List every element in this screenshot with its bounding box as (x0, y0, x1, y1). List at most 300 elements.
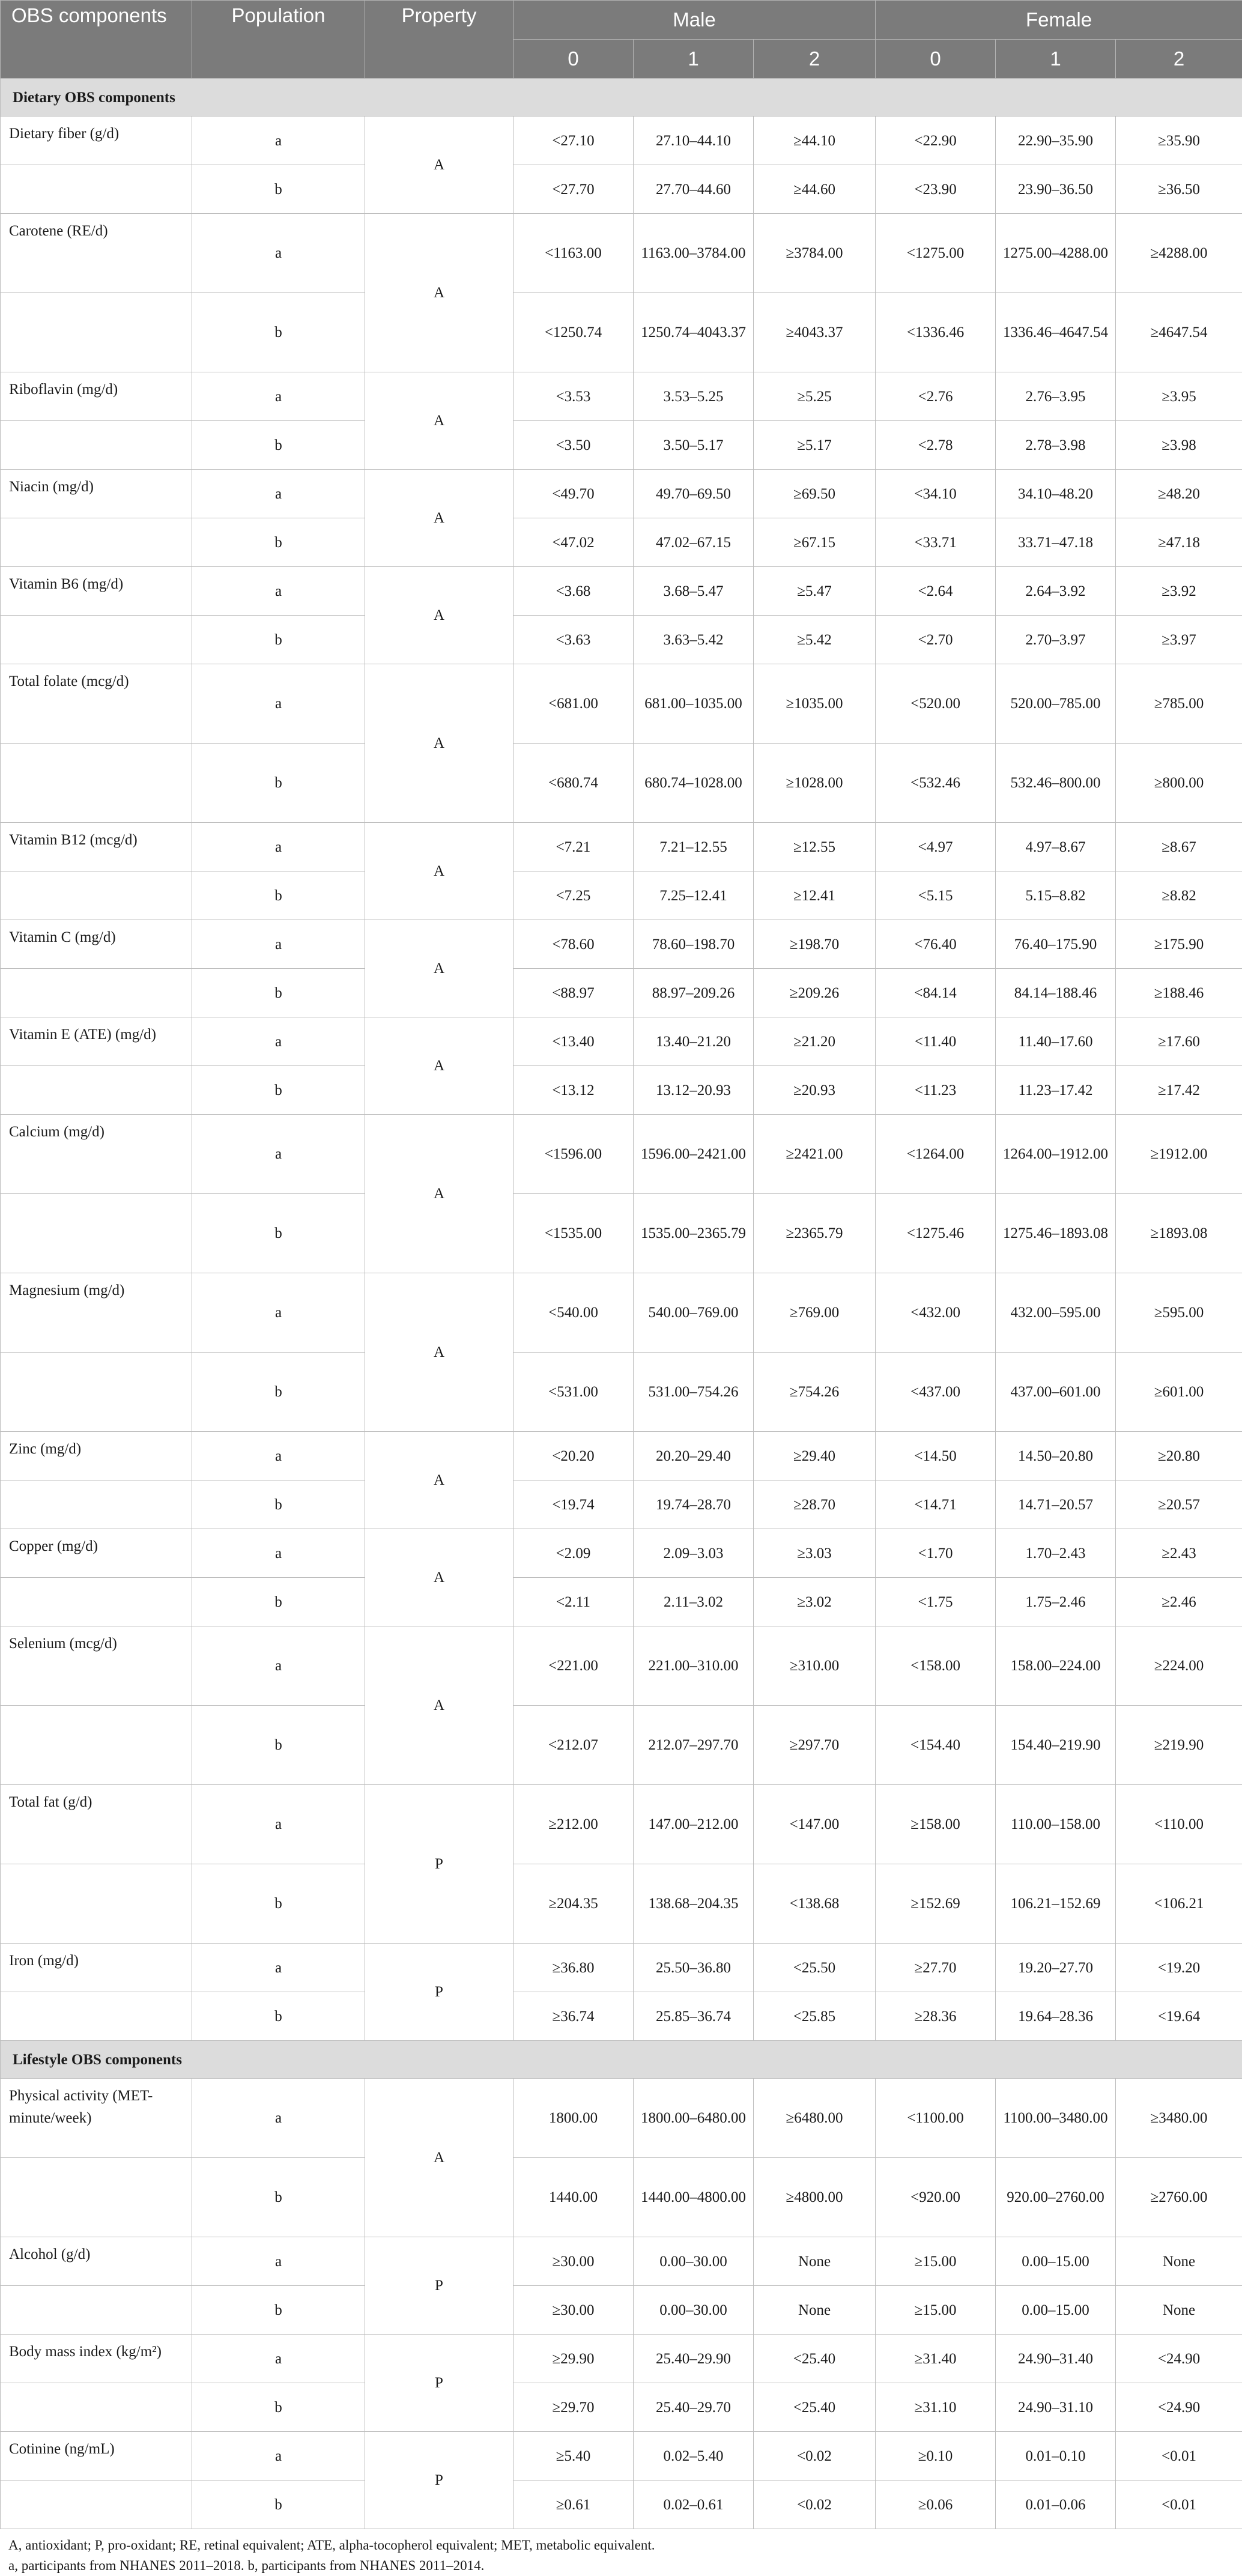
female-value-cell: ≥4647.54 (1116, 293, 1242, 372)
male-value-cell: <3.50 (513, 421, 634, 470)
population-cell: a (192, 1017, 365, 1066)
table-row (1, 1578, 1242, 1626)
male-value-cell: <47.02 (513, 518, 634, 567)
population-cell: a (192, 920, 365, 969)
female-value-cell: 0.00–15.00 (996, 2237, 1116, 2286)
male-value-cell: <27.10 (513, 117, 634, 165)
table-row (1, 871, 1242, 920)
female-value-cell: ≥3.92 (1116, 567, 1242, 616)
property-cell: A (365, 1626, 513, 1785)
table-row (1, 165, 1242, 214)
component-name-cell (1, 293, 192, 372)
male-value-cell: ≥5.25 (754, 372, 876, 421)
male-value-cell: 7.25–12.41 (634, 871, 754, 920)
male-value-cell: ≥67.15 (754, 518, 876, 567)
population-cell: b (192, 2286, 365, 2335)
male-value-cell: <1163.00 (513, 214, 634, 293)
female-value-cell: ≥17.60 (1116, 1017, 1242, 1066)
component-name: Carotene (RE/d) (1, 214, 192, 293)
female-value-cell: ≥0.10 (876, 2432, 996, 2481)
property-cell: A (365, 1432, 513, 1529)
property-cell: P (365, 2237, 513, 2335)
population-cell: b (192, 1066, 365, 1115)
component-name: Alcohol (g/d) (1, 2237, 192, 2286)
table-row (1, 518, 1242, 567)
male-value-cell: ≥69.50 (754, 470, 876, 518)
male-value-cell: 20.20–29.40 (634, 1432, 754, 1480)
male-value-cell: ≥1028.00 (754, 744, 876, 823)
female-value-cell: <920.00 (876, 2158, 996, 2237)
male-value-cell: ≥21.20 (754, 1017, 876, 1066)
component-name-cell (1, 1194, 192, 1273)
female-value-cell: 14.71–20.57 (996, 1480, 1116, 1529)
table-row (1, 920, 1242, 969)
component-name: Magnesium (mg/d) (1, 1273, 192, 1353)
male-value-cell: 531.00–754.26 (634, 1353, 754, 1432)
population-cell: a (192, 1944, 365, 1992)
male-value-cell: ≥5.40 (513, 2432, 634, 2481)
table-row (1, 1432, 1242, 1480)
female-value-cell: ≥35.90 (1116, 117, 1242, 165)
female-value-cell: <2.70 (876, 616, 996, 664)
male-value-cell: ≥769.00 (754, 1273, 876, 1353)
female-value-cell: ≥31.40 (876, 2335, 996, 2383)
population-cell: a (192, 664, 365, 744)
male-value-cell: ≥198.70 (754, 920, 876, 969)
table-row (1, 969, 1242, 1017)
male-value-cell: <212.07 (513, 1706, 634, 1785)
female-value-cell: 11.23–17.42 (996, 1066, 1116, 1115)
male-value-cell: 1250.74–4043.37 (634, 293, 754, 372)
female-value-cell: ≥175.90 (1116, 920, 1242, 969)
table-row (1, 1115, 1242, 1194)
female-value-cell: ≥2.43 (1116, 1529, 1242, 1578)
population-cell: a (192, 1529, 365, 1578)
male-value-cell: 1440.00–4800.00 (634, 2158, 754, 2237)
male-value-cell: 221.00–310.00 (634, 1626, 754, 1706)
male-value-cell: ≥5.42 (754, 616, 876, 664)
male-value-cell: 7.21–12.55 (634, 823, 754, 871)
population-cell: a (192, 1432, 365, 1480)
table-row (1, 2383, 1242, 2432)
population-cell: b (192, 165, 365, 214)
female-value-cell: <76.40 (876, 920, 996, 969)
female-value-cell: 2.64–3.92 (996, 567, 1116, 616)
male-value-cell: ≥212.00 (513, 1785, 634, 1864)
female-value-cell: None (1116, 2237, 1242, 2286)
property-cell: A (365, 1017, 513, 1115)
section-title: Lifestyle OBS components (1, 2041, 1242, 2079)
component-name: Vitamin C (mg/d) (1, 920, 192, 969)
table-body (1, 79, 1242, 2529)
female-value-cell: ≥2760.00 (1116, 2158, 1242, 2237)
table-row (1, 2432, 1242, 2481)
female-value-cell: <1336.46 (876, 293, 996, 372)
female-value-cell: <11.23 (876, 1066, 996, 1115)
female-value-cell: ≥2.46 (1116, 1578, 1242, 1626)
table-row (1, 1992, 1242, 2041)
population-cell: b (192, 1706, 365, 1785)
male-value-cell: <25.40 (754, 2383, 876, 2432)
component-name: Total fat (g/d) (1, 1785, 192, 1864)
table-row (1, 1017, 1242, 1066)
male-value-cell: 3.50–5.17 (634, 421, 754, 470)
table-row (1, 1480, 1242, 1529)
population-cell: b (192, 1864, 365, 1944)
female-value-cell: <2.78 (876, 421, 996, 470)
female-value-cell: None (1116, 2286, 1242, 2335)
component-name: Vitamin B12 (mcg/d) (1, 823, 192, 871)
female-value-cell: ≥224.00 (1116, 1626, 1242, 1706)
male-value-cell: <13.12 (513, 1066, 634, 1115)
male-value-cell: 680.74–1028.00 (634, 744, 754, 823)
female-value-cell: 76.40–175.90 (996, 920, 1116, 969)
header-female: Female (876, 1, 1242, 40)
female-value-cell: 34.10–48.20 (996, 470, 1116, 518)
population-cell: a (192, 117, 365, 165)
male-value-cell: ≥1035.00 (754, 664, 876, 744)
footnote: A, antioxidant; P, pro-oxidant; RE, retinal equivalent; ATE, alpha-tocopherol equivalent; MET, metabolic equivalent. (8, 2535, 1234, 2556)
male-value-cell: 1800.00–6480.00 (634, 2079, 754, 2158)
female-value-cell: 0.00–15.00 (996, 2286, 1116, 2335)
female-value-cell: ≥8.67 (1116, 823, 1242, 871)
table-row (1, 2158, 1242, 2237)
population-cell: b (192, 2158, 365, 2237)
component-name: Copper (mg/d) (1, 1529, 192, 1578)
male-value-cell: <49.70 (513, 470, 634, 518)
component-name: Riboflavin (mg/d) (1, 372, 192, 421)
male-value-cell: ≥3.02 (754, 1578, 876, 1626)
header-level: 0 (513, 40, 634, 79)
header-population: Population (192, 1, 365, 79)
property-cell: A (365, 117, 513, 214)
male-value-cell: <680.74 (513, 744, 634, 823)
female-value-cell: <23.90 (876, 165, 996, 214)
property-cell: A (365, 920, 513, 1017)
male-value-cell: <27.70 (513, 165, 634, 214)
female-value-cell: <1275.00 (876, 214, 996, 293)
component-name: Vitamin E (ATE) (mg/d) (1, 1017, 192, 1066)
table-row (1, 214, 1242, 293)
male-value-cell: ≥29.90 (513, 2335, 634, 2383)
component-name: Dietary fiber (g/d) (1, 117, 192, 165)
table-row (1, 1626, 1242, 1706)
population-cell: a (192, 1273, 365, 1353)
component-name-cell (1, 2158, 192, 2237)
component-name: Cotinine (ng/mL) (1, 2432, 192, 2481)
male-value-cell: <25.85 (754, 1992, 876, 2041)
male-value-cell: ≥28.70 (754, 1480, 876, 1529)
female-value-cell: <24.90 (1116, 2335, 1242, 2383)
female-value-cell: 2.78–3.98 (996, 421, 1116, 470)
female-value-cell: 520.00–785.00 (996, 664, 1116, 744)
female-value-cell: 1264.00–1912.00 (996, 1115, 1116, 1194)
male-value-cell: 2.09–3.03 (634, 1529, 754, 1578)
male-value-cell: ≥6480.00 (754, 2079, 876, 2158)
female-value-cell: ≥1893.08 (1116, 1194, 1242, 1273)
female-value-cell: 2.70–3.97 (996, 616, 1116, 664)
male-value-cell: <25.40 (754, 2335, 876, 2383)
female-value-cell: <24.90 (1116, 2383, 1242, 2432)
female-value-cell: <34.10 (876, 470, 996, 518)
table-row (1, 1785, 1242, 1864)
male-value-cell: 2.11–3.02 (634, 1578, 754, 1626)
male-value-cell: <25.50 (754, 1944, 876, 1992)
female-value-cell: 437.00–601.00 (996, 1353, 1116, 1432)
population-cell: a (192, 2079, 365, 2158)
female-value-cell: ≥0.06 (876, 2481, 996, 2529)
table-row (1, 1273, 1242, 1353)
table-row (1, 372, 1242, 421)
footnote: a, participants from NHANES 2011–2018. b, participants from NHANES 2011–2014. (8, 2556, 1234, 2576)
population-cell: a (192, 214, 365, 293)
header-level: 2 (754, 40, 876, 79)
table-row (1, 1353, 1242, 1432)
male-value-cell: 27.10–44.10 (634, 117, 754, 165)
female-value-cell: <1275.46 (876, 1194, 996, 1273)
component-name-cell (1, 1066, 192, 1115)
table-row (1, 117, 1242, 165)
component-name-cell (1, 1706, 192, 1785)
property-cell: A (365, 567, 513, 664)
population-cell: a (192, 823, 365, 871)
female-value-cell: 24.90–31.40 (996, 2335, 1116, 2383)
female-value-cell: <84.14 (876, 969, 996, 1017)
property-cell: A (365, 1529, 513, 1626)
component-name-cell (1, 1480, 192, 1529)
female-value-cell: 154.40–219.90 (996, 1706, 1116, 1785)
population-cell: a (192, 2237, 365, 2286)
male-value-cell: <7.25 (513, 871, 634, 920)
male-value-cell: <2.11 (513, 1578, 634, 1626)
component-name: Zinc (mg/d) (1, 1432, 192, 1480)
table-header (1, 1, 1242, 79)
table-row (1, 293, 1242, 372)
female-value-cell: <154.40 (876, 1706, 996, 1785)
male-value-cell: 49.70–69.50 (634, 470, 754, 518)
male-value-cell: <1596.00 (513, 1115, 634, 1194)
population-cell: b (192, 1480, 365, 1529)
section-row (1, 2041, 1242, 2079)
component-name: Selenium (mcg/d) (1, 1626, 192, 1706)
male-value-cell: 25.40–29.90 (634, 2335, 754, 2383)
property-cell: A (365, 2079, 513, 2237)
male-value-cell: ≥3784.00 (754, 214, 876, 293)
female-value-cell: <1100.00 (876, 2079, 996, 2158)
female-value-cell: ≥15.00 (876, 2286, 996, 2335)
female-value-cell: <110.00 (1116, 1785, 1242, 1864)
male-value-cell: <3.53 (513, 372, 634, 421)
female-value-cell: ≥158.00 (876, 1785, 996, 1864)
female-value-cell: <11.40 (876, 1017, 996, 1066)
table-row (1, 2335, 1242, 2383)
table-row (1, 567, 1242, 616)
population-cell: b (192, 1353, 365, 1432)
population-cell: b (192, 1578, 365, 1626)
section-title: Dietary OBS components (1, 79, 1242, 117)
female-value-cell: ≥36.50 (1116, 165, 1242, 214)
component-name: Vitamin B6 (mg/d) (1, 567, 192, 616)
female-value-cell: 24.90–31.10 (996, 2383, 1116, 2432)
property-cell: A (365, 372, 513, 470)
male-value-cell: ≥12.55 (754, 823, 876, 871)
female-value-cell: 432.00–595.00 (996, 1273, 1116, 1353)
female-value-cell: ≥17.42 (1116, 1066, 1242, 1115)
female-value-cell: ≥1912.00 (1116, 1115, 1242, 1194)
table-row (1, 1864, 1242, 1944)
female-value-cell: 1275.00–4288.00 (996, 214, 1116, 293)
component-name: Total folate (mcg/d) (1, 664, 192, 744)
property-cell: A (365, 214, 513, 372)
male-value-cell: 1596.00–2421.00 (634, 1115, 754, 1194)
male-value-cell: <7.21 (513, 823, 634, 871)
female-value-cell: ≥3.98 (1116, 421, 1242, 470)
male-value-cell: 25.85–36.74 (634, 1992, 754, 2041)
male-value-cell: <20.20 (513, 1432, 634, 1480)
female-value-cell: 1275.46–1893.08 (996, 1194, 1116, 1273)
component-name-cell (1, 1992, 192, 2041)
female-value-cell: ≥8.82 (1116, 871, 1242, 920)
male-value-cell: 25.40–29.70 (634, 2383, 754, 2432)
female-value-cell: ≥3480.00 (1116, 2079, 1242, 2158)
male-value-cell: ≥44.60 (754, 165, 876, 214)
male-value-cell: 540.00–769.00 (634, 1273, 754, 1353)
male-value-cell: <531.00 (513, 1353, 634, 1432)
component-name-cell (1, 616, 192, 664)
table-row (1, 2237, 1242, 2286)
male-value-cell: ≥30.00 (513, 2237, 634, 2286)
male-value-cell: ≥20.93 (754, 1066, 876, 1115)
female-value-cell: ≥3.97 (1116, 616, 1242, 664)
female-value-cell: <0.01 (1116, 2432, 1242, 2481)
male-value-cell: <221.00 (513, 1626, 634, 1706)
male-value-cell: None (754, 2286, 876, 2335)
male-value-cell: <138.68 (754, 1864, 876, 1944)
male-value-cell: ≥204.35 (513, 1864, 634, 1944)
population-cell: a (192, 470, 365, 518)
male-value-cell: ≥2365.79 (754, 1194, 876, 1273)
table-row (1, 823, 1242, 871)
male-value-cell: ≥0.61 (513, 2481, 634, 2529)
property-cell: A (365, 470, 513, 567)
female-value-cell: 19.20–27.70 (996, 1944, 1116, 1992)
female-value-cell: 1.70–2.43 (996, 1529, 1116, 1578)
male-value-cell: <540.00 (513, 1273, 634, 1353)
component-name: Physical activity (MET-minute/week) (1, 2079, 192, 2158)
component-name-cell (1, 1864, 192, 1944)
male-value-cell: ≥2421.00 (754, 1115, 876, 1194)
table-row (1, 421, 1242, 470)
male-value-cell: ≥297.70 (754, 1706, 876, 1785)
header-level: 1 (634, 40, 754, 79)
table-row (1, 1194, 1242, 1273)
header-male: Male (513, 1, 876, 40)
population-cell: b (192, 421, 365, 470)
male-value-cell: ≥754.26 (754, 1353, 876, 1432)
population-cell: a (192, 567, 365, 616)
component-name-cell (1, 421, 192, 470)
component-name-cell (1, 2481, 192, 2529)
female-value-cell: <520.00 (876, 664, 996, 744)
male-value-cell: 27.70–44.60 (634, 165, 754, 214)
component-name: Calcium (mg/d) (1, 1115, 192, 1194)
male-value-cell: 681.00–1035.00 (634, 664, 754, 744)
male-value-cell: ≥3.03 (754, 1529, 876, 1578)
footnotes (0, 2529, 1242, 2576)
property-cell: A (365, 823, 513, 920)
male-value-cell: <88.97 (513, 969, 634, 1017)
male-value-cell: ≥4043.37 (754, 293, 876, 372)
female-value-cell: 0.01–0.06 (996, 2481, 1116, 2529)
female-value-cell: 19.64–28.36 (996, 1992, 1116, 2041)
female-value-cell: ≥20.80 (1116, 1432, 1242, 1480)
population-cell: a (192, 372, 365, 421)
property-cell: A (365, 1273, 513, 1432)
population-cell: b (192, 518, 365, 567)
female-value-cell: <1.70 (876, 1529, 996, 1578)
population-cell: a (192, 2432, 365, 2481)
female-value-cell: <5.15 (876, 871, 996, 920)
table-row (1, 1529, 1242, 1578)
male-value-cell: <147.00 (754, 1785, 876, 1864)
female-value-cell: 1.75–2.46 (996, 1578, 1116, 1626)
female-value-cell: 5.15–8.82 (996, 871, 1116, 920)
female-value-cell: 33.71–47.18 (996, 518, 1116, 567)
female-value-cell: ≥785.00 (1116, 664, 1242, 744)
component-name-cell (1, 2286, 192, 2335)
male-value-cell: 0.00–30.00 (634, 2237, 754, 2286)
female-value-cell: ≥47.18 (1116, 518, 1242, 567)
male-value-cell: ≥29.70 (513, 2383, 634, 2432)
female-value-cell: <22.90 (876, 117, 996, 165)
component-name-cell (1, 1578, 192, 1626)
female-value-cell: ≥3.95 (1116, 372, 1242, 421)
table-row (1, 1706, 1242, 1785)
property-cell: P (365, 2335, 513, 2432)
male-value-cell: <681.00 (513, 664, 634, 744)
property-cell: P (365, 1785, 513, 1944)
male-value-cell: ≥36.80 (513, 1944, 634, 1992)
female-value-cell: 4.97–8.67 (996, 823, 1116, 871)
male-value-cell: <3.68 (513, 567, 634, 616)
female-value-cell: <0.01 (1116, 2481, 1242, 2529)
table-row (1, 744, 1242, 823)
population-cell: a (192, 2335, 365, 2383)
component-name-cell (1, 969, 192, 1017)
female-value-cell: ≥152.69 (876, 1864, 996, 1944)
property-cell: P (365, 1944, 513, 2041)
male-value-cell: 13.12–20.93 (634, 1066, 754, 1115)
table-row (1, 2079, 1242, 2158)
male-value-cell: ≥4800.00 (754, 2158, 876, 2237)
female-value-cell: ≥595.00 (1116, 1273, 1242, 1353)
female-value-cell: <19.64 (1116, 1992, 1242, 2041)
male-value-cell: <1250.74 (513, 293, 634, 372)
female-value-cell: 158.00–224.00 (996, 1626, 1116, 1706)
male-value-cell: 1535.00–2365.79 (634, 1194, 754, 1273)
population-cell: b (192, 1992, 365, 2041)
table-row (1, 664, 1242, 744)
male-value-cell: <78.60 (513, 920, 634, 969)
population-cell: a (192, 1626, 365, 1706)
population-cell: b (192, 1194, 365, 1273)
female-value-cell: ≥28.36 (876, 1992, 996, 2041)
male-value-cell: 3.53–5.25 (634, 372, 754, 421)
male-value-cell: 78.60–198.70 (634, 920, 754, 969)
male-value-cell: 0.02–5.40 (634, 2432, 754, 2481)
population-cell: a (192, 1785, 365, 1864)
male-value-cell: 1163.00–3784.00 (634, 214, 754, 293)
